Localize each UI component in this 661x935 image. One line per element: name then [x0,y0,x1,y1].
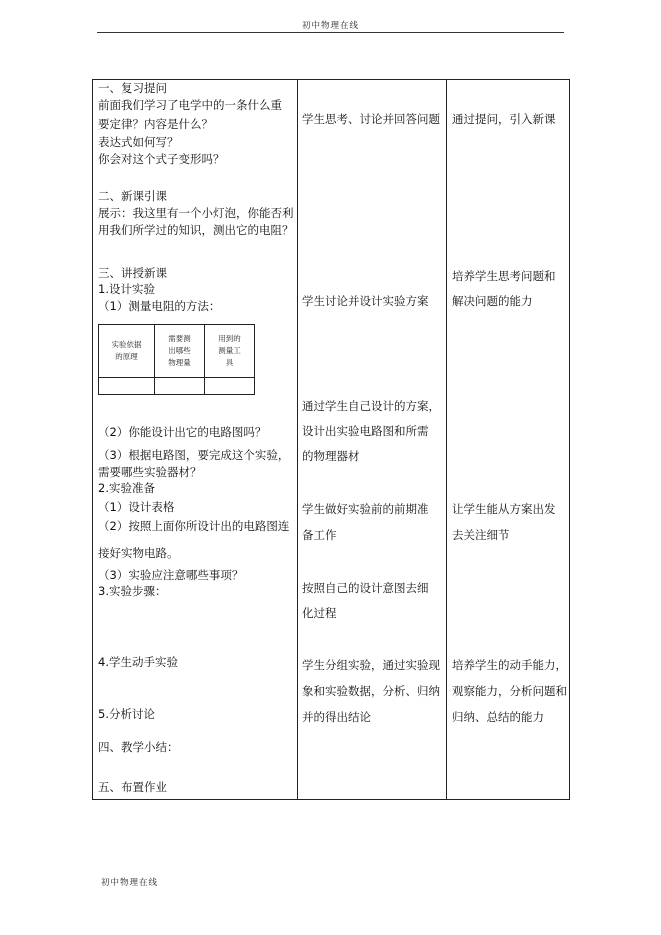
student-activity-6c: 并的得出结论 [302,710,371,724]
experiment-steps: 3.实验步骤： [98,584,167,598]
intro-line-2: 用我们所学过的知识，测出它的电阻？ [98,223,294,237]
student-activity-4b: 备工作 [302,528,337,542]
prep-circuit-b: 接好实物电路。 [98,546,179,560]
review-question-1a: 前面我们学习了电学中的一条什么重 [98,98,282,112]
review-question-1b: 要定律？内容是什么？ [98,117,213,131]
hands-on-experiment: 4.学生动手实验 [98,655,178,669]
student-activity-5b: 化过程 [302,606,337,620]
prep-circuit-a: （2）按照上面你所设计出的电路图连 [98,519,290,533]
student-activity-6b: 象和实验数据，分析、归纳 [302,684,440,698]
prep-design-table: （1）设计表格 [98,500,175,514]
review-heading: 一、复习提问 [98,81,167,95]
student-activity-3c: 的物理器材 [302,449,360,463]
design-experiment: 1.设计实验 [98,282,155,296]
header-divider [97,32,564,33]
equipment-question-a: （3）根据电路图，要完成这个实验， [98,448,290,462]
purpose-2a: 培养学生思考问题和 [452,269,556,283]
review-question-3: 你会对这个式子变形吗？ [98,152,225,166]
summary-heading: 四、教学小结： [98,740,179,754]
equipment-question-b: 需要哪些实验器材？ [98,465,202,479]
measure-method: （1）测量电阻的方法： [98,299,221,313]
purpose-2b: 解决问题的能力 [452,294,533,308]
method-table-header-principle: 实验依据 的原理 [99,325,155,378]
prep-notes: （3）实验应注意哪些事项？ [98,568,244,582]
purpose-1: 通过提问，引入新课 [452,112,556,126]
circuit-question: （2）你能设计出它的电路图吗？ [98,425,267,439]
intro-line-1: 展示：我这里有一个小灯泡，你能否利 [98,206,294,220]
student-activity-5a: 按照自己的设计意图去细 [302,581,429,595]
method-table-cell [205,378,255,395]
column-divider-1 [297,79,298,800]
method-table-header-tools: 用到的 测量工 具 [205,325,255,378]
analyze-discuss: 5.分析讨论 [98,707,155,721]
purpose-3a: 让学生能从方案出发 [452,502,556,516]
purpose-4c: 归纳、总结的能力 [452,710,544,724]
prep-heading: 2.实验准备 [98,481,155,495]
teach-heading: 三、讲授新课 [98,266,167,280]
purpose-4b: 观察能力，分析问题和 [452,684,567,698]
student-activity-3b: 设计出实验电路图和所需 [302,424,429,438]
homework-heading: 五、布置作业 [98,780,167,794]
purpose-4a: 培养学生的动手能力， [452,658,567,672]
method-table-cell [99,378,155,395]
review-question-2: 表达式如何写？ [98,135,179,149]
intro-heading: 二、新课引课 [98,189,167,203]
column-divider-2 [446,79,447,800]
student-activity-6a: 学生分组实验，通过实验现 [302,658,440,672]
student-activity-3a: 通过学生自己设计的方案， [302,399,440,413]
method-table [98,324,255,395]
student-activity-4a: 学生做好实验前的前期准 [302,502,429,516]
student-activity-1: 学生思考、讨论并回答问题 [302,112,440,126]
page-footer: 初中物理在线 [101,878,159,888]
method-table-cell [155,378,205,395]
method-table-header-quantities: 需要测 出哪些 物理量 [155,325,205,378]
student-activity-2: 学生讨论并设计实验方案 [302,294,429,308]
page-header: 初中物理在线 [301,21,359,31]
purpose-3b: 去关注细节 [452,528,510,542]
